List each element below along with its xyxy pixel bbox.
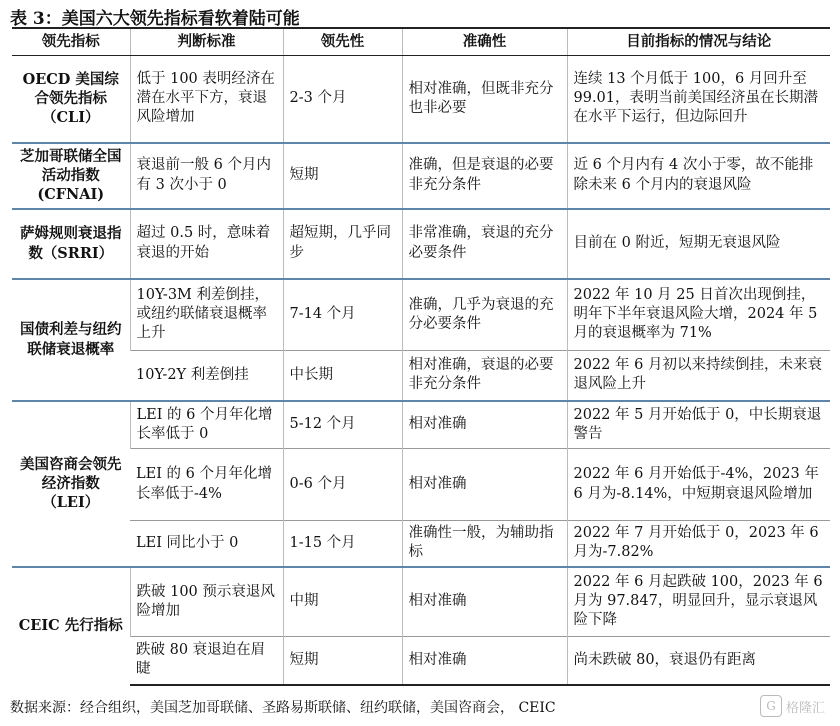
table-row	[12, 209, 830, 279]
lead-cell: 1-15 个月	[283, 521, 402, 567]
current-cell: 近 6 个月内有 4 次小于零，故不能排除未来 6 个月内的衰退风险	[567, 143, 830, 209]
current-cell: 2022 年 6 月初以来持续倒挂，未来衰退风险上升	[567, 351, 830, 401]
lead-cell: 2-3 个月	[283, 56, 402, 143]
criterion-cell: LEI 的 6 个月年化增长率低于-4%	[130, 449, 283, 521]
header-indicator: 领先指标	[12, 28, 130, 56]
watermark-text: 格隆汇	[786, 700, 826, 716]
current-cell: 2022 年 7 月开始低于 0，2023 年 6 月为-7.82%	[567, 521, 830, 567]
watermark	[760, 693, 832, 719]
accuracy-cell: 相对准确	[402, 567, 567, 637]
lead-cell: 超短期，几乎同步	[283, 209, 402, 279]
indicator-cell: 国债利差与纽约联储衰退概率	[12, 279, 130, 401]
accuracy-cell: 相对准确	[402, 449, 567, 521]
table-row	[12, 401, 830, 449]
header-row	[12, 28, 830, 56]
table-row	[12, 521, 830, 567]
criterion-cell: 10Y-2Y 利差倒挂	[130, 351, 283, 401]
table-row	[12, 56, 830, 143]
indicator-cell: 萨姆规则衰退指数（SRRI）	[12, 209, 130, 279]
accuracy-cell: 相对准确	[402, 637, 567, 685]
watermark-logo-icon: G	[760, 695, 782, 717]
lead-cell: 7-14 个月	[283, 279, 402, 351]
criterion-cell: 衰退前一般 6 个月内有 3 次小于 0	[130, 143, 283, 209]
accuracy-cell: 相对准确，衰退的必要非充分条件	[402, 351, 567, 401]
accuracy-cell: 相对准确	[402, 401, 567, 449]
table-row	[12, 279, 830, 351]
table-row	[12, 351, 830, 401]
current-cell: 2022 年 5 月开始低于 0，中长期衰退警告	[567, 401, 830, 449]
indicator-cell: 美国咨商会领先经济指数（LEI）	[12, 401, 130, 567]
criterion-cell: LEI 的 6 个月年化增长率低于 0	[130, 401, 283, 449]
table-row	[12, 449, 830, 521]
lead-cell: 短期	[283, 143, 402, 209]
current-cell: 2022 年 6 月起跌破 100，2023 年 6 月为 97.847，明显回升，显示衰退风险下降	[567, 567, 830, 637]
current-cell: 尚未跌破 80，衰退仍有距离	[567, 637, 830, 685]
indicator-cell: OECD 美国综合领先指标（CLI）	[22, 71, 119, 127]
leading-indicators-table	[12, 27, 830, 686]
table-row	[12, 637, 830, 685]
accuracy-cell: 相对准确，但既非充分也非必要	[402, 56, 567, 143]
current-cell: 2022 年 10 月 25 日首次出现倒挂，明年下半年衰退风险大增，2024 年 5 月的衰退概率为 71%	[567, 279, 830, 351]
criterion-cell: LEI 同比小于 0	[130, 521, 283, 567]
accuracy-cell: 非常准确，衰退的充分必要条件	[402, 209, 567, 279]
table-row	[12, 567, 830, 637]
current-cell: 目前在 0 附近，短期无衰退风险	[567, 209, 830, 279]
criterion-cell: 跌破 80 衰退迫在眉睫	[130, 637, 283, 685]
criterion-cell: 低于 100 表明经济在潜在水平下方，衰退风险增加	[130, 56, 283, 143]
lead-cell: 短期	[283, 637, 402, 685]
indicator-cell: CEIC 先行指标	[12, 567, 130, 685]
criterion-cell: 跌破 100 预示衰退风险增加	[130, 567, 283, 637]
header-accuracy: 准确性	[402, 28, 567, 56]
criterion-cell: 10Y-3M 利差倒挂，或纽约联储衰退概率上升	[130, 279, 283, 351]
table-title: 表 3：美国六大领先指标看软着陆可能	[10, 9, 300, 29]
lead-cell: 0-6 个月	[283, 449, 402, 521]
criterion-cell: 超过 0.5 时，意味着衰退的开始	[130, 209, 283, 279]
accuracy-cell: 准确，但是衰退的必要非充分条件	[402, 143, 567, 209]
header-lead: 领先性	[283, 28, 402, 56]
indicator-cell: 芝加哥联储全国活动指数(CFNAI)	[12, 143, 130, 209]
lead-cell: 中长期	[283, 351, 402, 401]
current-cell: 2022 年 6 月开始低于-4%，2023 年 6 月为-8.14%，中短期衰退风险增加	[567, 449, 830, 521]
table-row	[12, 143, 830, 209]
accuracy-cell: 准确，几乎为衰退的充分必要条件	[402, 279, 567, 351]
lead-cell: 5-12 个月	[283, 401, 402, 449]
accuracy-cell: 准确性一般，为辅助指标	[402, 521, 567, 567]
header-criterion: 判断标准	[130, 28, 283, 56]
data-source-note: 数据来源：经合组织，美国芝加哥联储、圣路易斯联储、纽约联储，美国咨商会， CEIC	[10, 700, 556, 716]
header-current: 目前指标的情况与结论	[567, 28, 830, 56]
current-cell: 连续 13 个月低于 100，6 月回升至 99.01，表明当前美国经济虽在长期潜在水平下运行，但边际回升	[567, 56, 830, 143]
lead-cell: 中期	[283, 567, 402, 637]
